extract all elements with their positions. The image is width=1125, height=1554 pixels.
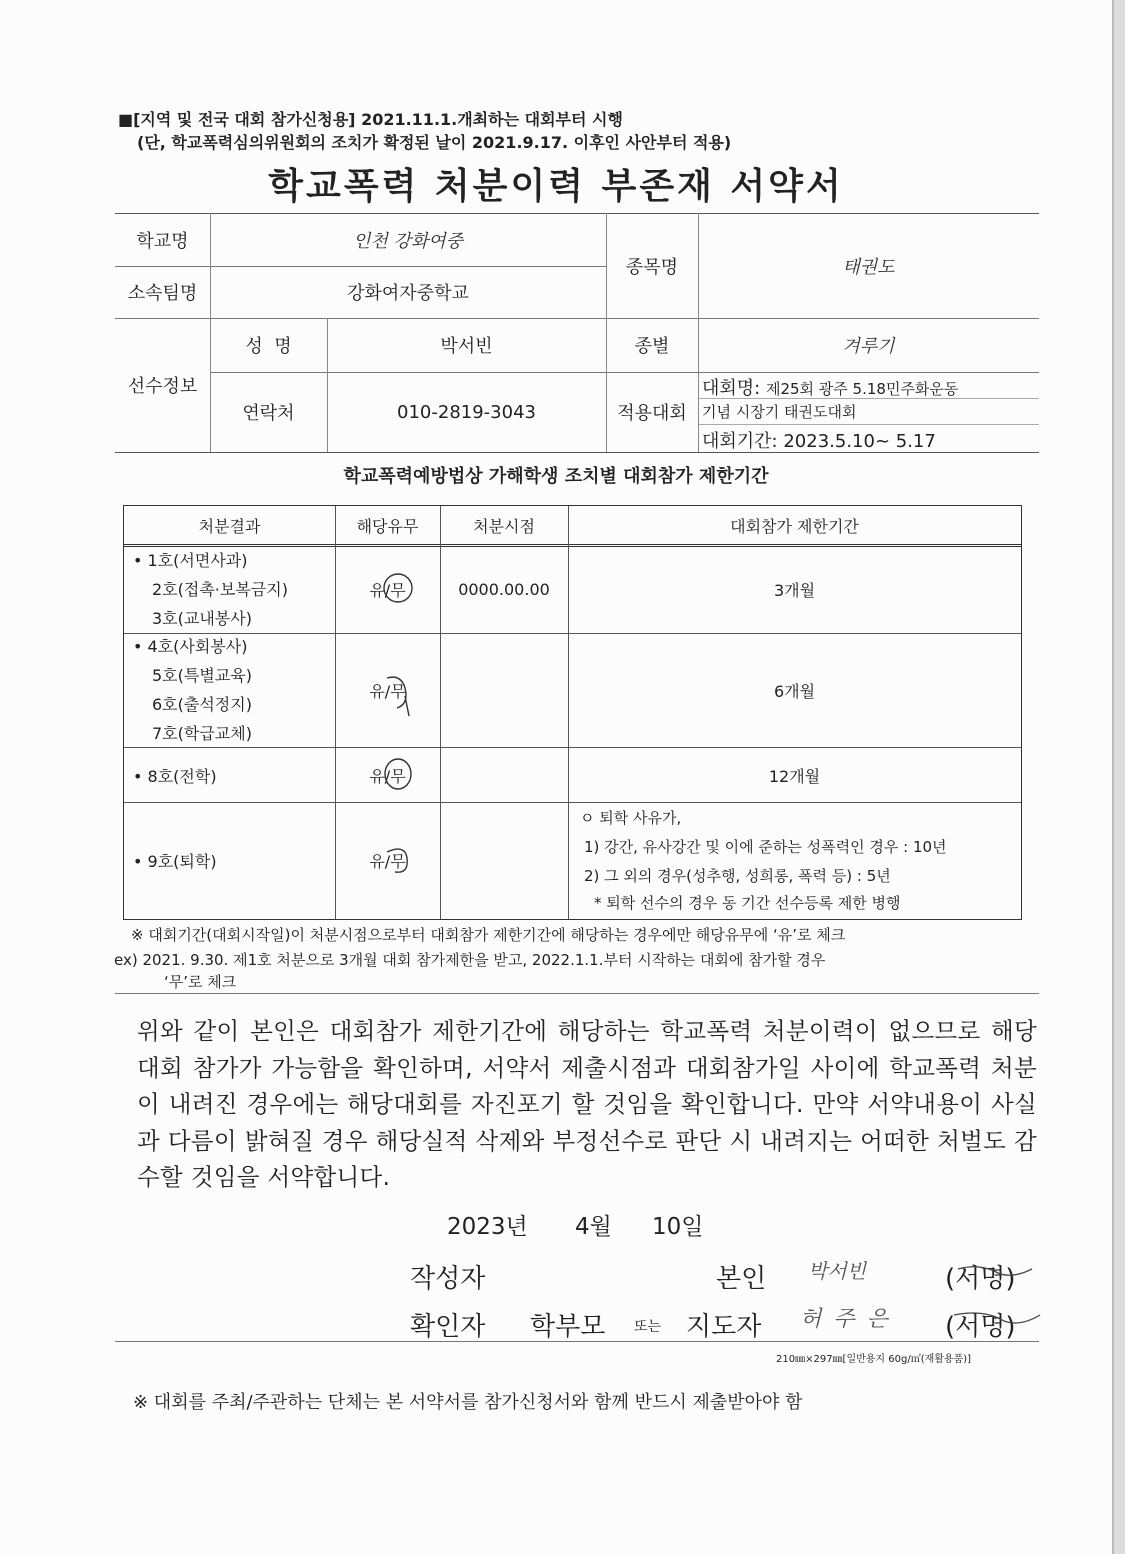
pledge-paragraph: 위와 같이 본인은 대회참가 제한기간에 해당하는 학교폭력 처분이력이 없으므로 해당 대회 참가가 가능함을 확인하며, 서약서 제출시점과 대회참가일 사이에 학교폭력 처분이 내려진 경우에는 해당대회를 자진포기 할 것임을 확인합니다. 만약 서약내용이 사실과 다름이 밝혀질 경우 해당실적 삭제와 부정선수로 판단 시 내려지는 어떠한 처벌도 감수할 것임을 서약합니다. bbox=[137, 1017, 1037, 1191]
footer-note: ※ 대회를 주최/주관하는 단체는 본 서약서를 참가신청서와 함께 반드시 제출받아야 함 bbox=[133, 1392, 803, 1413]
result-item: 3호(교내봉사) bbox=[152, 609, 252, 628]
parent-label: 학부모 bbox=[530, 1312, 606, 1342]
notes-divider bbox=[115, 993, 1039, 994]
contact-value: 010-2819-3043 bbox=[397, 401, 536, 423]
paper-spec: 210㎜×297㎜[일반용지 60g/㎡(재활용품)] bbox=[776, 1354, 972, 1365]
class-value: 겨루기 bbox=[842, 336, 895, 357]
restriction-period: 3개월 bbox=[773, 581, 816, 600]
applicable-choice: 유/무 bbox=[369, 682, 406, 701]
coach-signature: 허주은 bbox=[800, 1307, 900, 1332]
expulsion-note: 2) 그 외의 경우(성추행, 성희롱, 폭력 등) : 5년 bbox=[584, 867, 891, 885]
restriction-period: 6개월 bbox=[773, 682, 816, 701]
result-item: • 4호(사회봉사) bbox=[133, 637, 248, 656]
writer-label: 작성자 bbox=[410, 1264, 486, 1294]
competition-name-label: 대회명: bbox=[702, 378, 761, 399]
result-item: 2호(접촉·보복금지) bbox=[152, 580, 288, 599]
applicable-choice: 유/무 bbox=[369, 766, 406, 786]
result-item: • 8호(전학) bbox=[133, 766, 217, 786]
contact-label: 연락처 bbox=[242, 403, 295, 424]
signature-divider bbox=[115, 1341, 1039, 1342]
team-label: 소속팀명 bbox=[127, 283, 198, 304]
school-label: 학교명 bbox=[136, 230, 189, 252]
seal-strike-marks bbox=[940, 1255, 1050, 1345]
note-3: ‘무’로 체크 bbox=[164, 973, 237, 991]
event-label: 종목명 bbox=[625, 256, 679, 278]
restriction-table bbox=[123, 505, 1022, 920]
note-2: ex) 2021. 9.30. 제1호 처분으로 3개월 대회 참가제한을 받고, 2022.1.1.부터 시작하는 대회에 참가할 경우 bbox=[114, 951, 826, 969]
restriction-period: 12개월 bbox=[768, 766, 821, 786]
date-year: 2023년 bbox=[447, 1214, 528, 1240]
table-row bbox=[133, 632, 252, 748]
table-row-divider bbox=[124, 802, 1021, 803]
result-item: • 1호(서면사과) bbox=[133, 551, 248, 570]
self-signature: 박서빈 bbox=[808, 1259, 866, 1283]
date-day: 10일 bbox=[652, 1214, 704, 1240]
result-item: • 9호(퇴학) bbox=[133, 851, 217, 871]
name-label: 성 명 bbox=[245, 336, 292, 357]
expulsion-note: 1) 강간, 유사강간 및 이에 준하는 성폭력인 경우 : 10년 bbox=[584, 838, 947, 856]
competition-period: 대회기간: 2023.5.10~ 5.17 bbox=[702, 431, 936, 452]
result-item: 5호(특별교육) bbox=[152, 666, 252, 685]
restriction-title: 학교폭력예방법상 가해학생 조치별 대회참가 제한기간 bbox=[343, 466, 769, 487]
team-value: 강화여자중학교 bbox=[347, 283, 469, 304]
competition-name-row bbox=[702, 374, 958, 400]
coach-seal: (서명) bbox=[945, 1312, 1016, 1342]
header-line-1: ■[지역 및 전국 대회 참가신청용] 2021.11.1.개최하는 대회부터 시행 bbox=[118, 110, 623, 129]
or-label: 또는 bbox=[634, 1319, 662, 1335]
class-label: 종별 bbox=[634, 336, 670, 357]
competition-name-value: 제25회 광주 5.18민주화운동 bbox=[765, 380, 959, 398]
hand-circle-marks bbox=[335, 506, 440, 919]
coach-label: 지도자 bbox=[686, 1312, 762, 1342]
expulsion-period-notes bbox=[580, 804, 947, 915]
player-info-label: 선수정보 bbox=[127, 376, 198, 397]
expulsion-note: ㅇ 퇴학 사유가, bbox=[580, 809, 682, 827]
info-divider bbox=[698, 424, 1039, 425]
header-line-2: (단, 학교폭력심의위원회의 조치가 확정된 날이 2021.9.17. 이후인 사안부터 적용) bbox=[137, 133, 732, 152]
document-title: 학교폭력 처분이력 부존재 서약서 bbox=[268, 166, 844, 207]
event-value: 태권도 bbox=[842, 256, 895, 278]
table-row bbox=[133, 546, 288, 633]
date-month: 4월 bbox=[575, 1214, 612, 1240]
result-item: 7호(학급교체) bbox=[152, 724, 252, 743]
note-1: ※ 대회기간(대회시작일)이 처분시점으로부터 대회참가 제한기간에 해당하는 경우에만 해당유무에 ‘유’로 체크 bbox=[131, 926, 846, 944]
expulsion-note: * 퇴학 선수의 경우 동 기간 선수등록 제한 병행 bbox=[594, 894, 901, 912]
confirmer-label: 확인자 bbox=[410, 1312, 486, 1342]
school-value: 인천 강화여중 bbox=[352, 230, 464, 252]
applicable-choice: 유/무 bbox=[369, 851, 406, 871]
page-edge bbox=[1112, 0, 1125, 1554]
disposition-date: 0000.00.00 bbox=[458, 580, 550, 599]
applicable-choice: 유/무 bbox=[369, 581, 406, 600]
col-header-result: 처분결과 bbox=[198, 516, 261, 536]
self-label: 본인 bbox=[716, 1264, 767, 1294]
col-header-applicable: 해당유무 bbox=[356, 516, 419, 536]
self-seal: (서명) bbox=[945, 1264, 1016, 1294]
result-item: 6호(출석정지) bbox=[152, 695, 252, 714]
name-value: 박서빈 bbox=[440, 336, 493, 357]
competition-label: 적용대회 bbox=[617, 403, 687, 424]
competition-name-value-2: 기념 시장기 태권도대회 bbox=[702, 403, 857, 421]
col-header-date: 처분시점 bbox=[473, 516, 535, 536]
col-header-period: 대회참가 제한기간 bbox=[730, 516, 859, 536]
